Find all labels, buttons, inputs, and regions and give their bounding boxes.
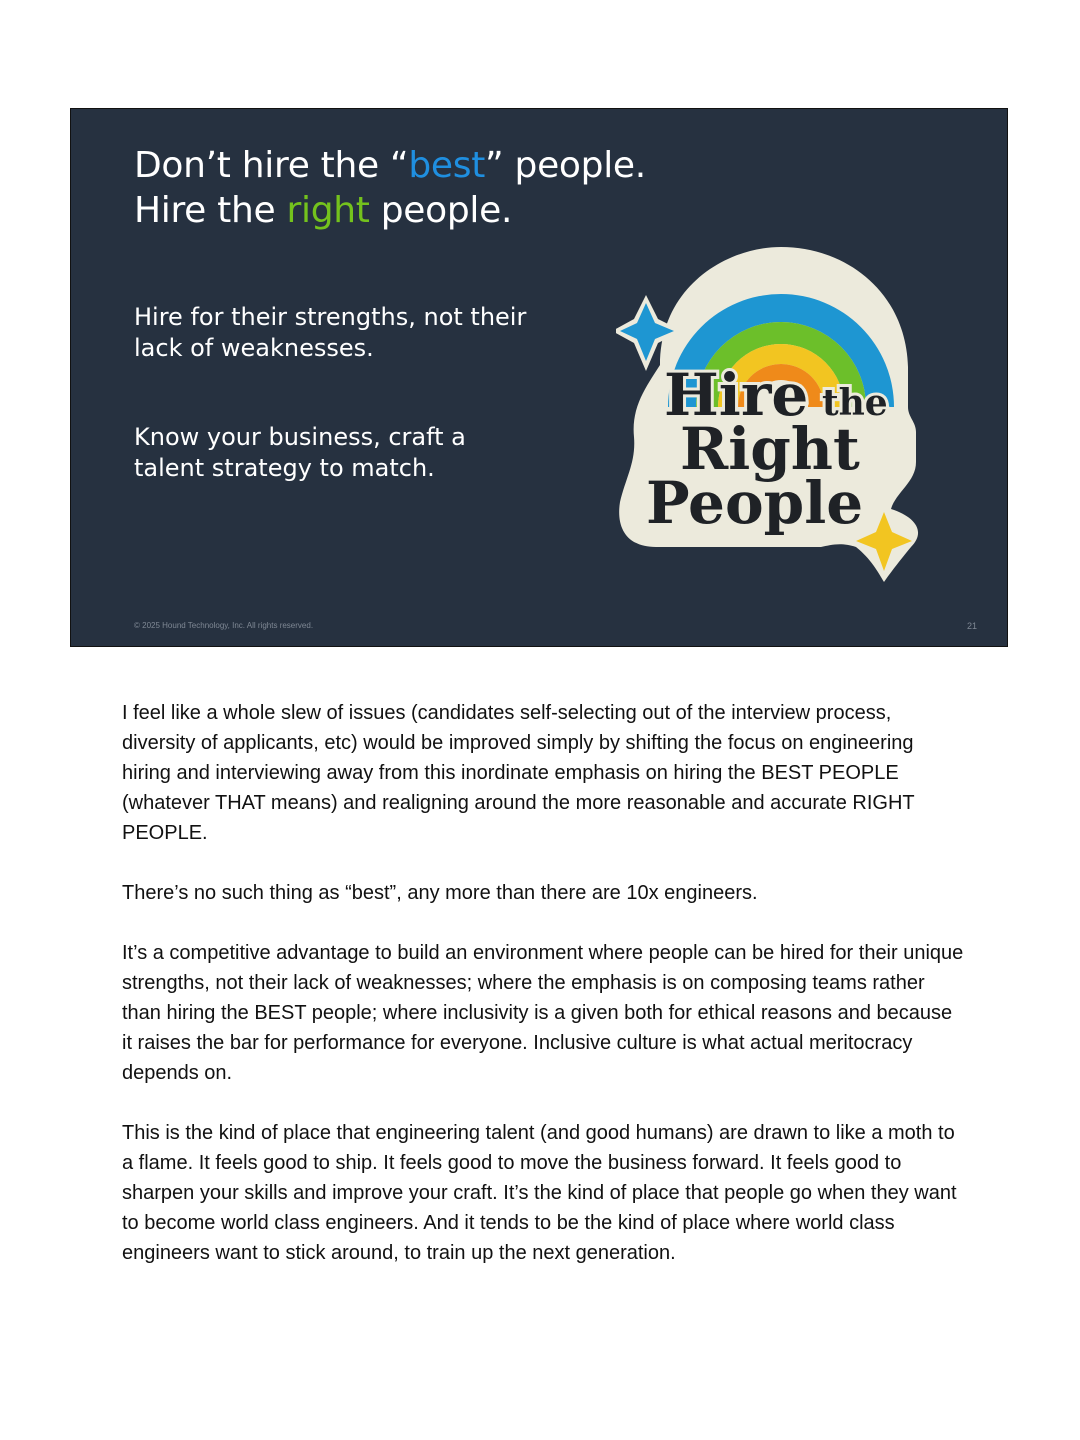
sticker-word-the: the: [822, 382, 888, 424]
slide-point-strategy: Know your business, craft a talent strategy to match.: [134, 423, 466, 482]
headline-line-2: Hire the right people.: [134, 190, 513, 231]
slide: [70, 108, 1008, 647]
slide-copyright: © 2025 Hound Technology, Inc. All rights reserved.: [134, 621, 314, 630]
headline-accent-right: right: [286, 190, 370, 231]
sticker-word-people: People: [646, 469, 864, 537]
notes-paragraph: I feel like a whole slew of issues (candidates self-selecting out of the interview process, diversity of applicants, etc) would be improved simply by shifting the focus on engineering hiring and interviewing away from this inordinate emphasis on hiring the BEST PEOPLE (whatever THAT means) and realigning around the more reasonable and accurate RIGHT PEOPLE.: [122, 702, 915, 844]
headline-accent-best: best: [408, 145, 486, 186]
speaker-notes: [122, 698, 967, 1298]
hire-the-right-people-sticker: [616, 247, 926, 587]
slide-number: 21: [966, 621, 977, 631]
sticker-word-hire: Hire: [664, 361, 809, 429]
slide-point-strengths: Hire for their strengths, not their lack of weaknesses.: [134, 303, 527, 362]
slide-headline: [134, 143, 646, 233]
sticker-word-right: Right: [680, 415, 860, 483]
notes-paragraph: It’s a competitive advantage to build an environment where people can be hired for their unique strengths, not their lack of weaknesses; where the emphasis is on composing teams rather than hiring the BEST people; where inclusivity is a given both for ethical reasons and because it raises the bar for performance for everyone. Inclusive culture is what actual meritocracy depends on.: [122, 942, 964, 1084]
notes-paragraph: There’s no such thing as “best”, any more than there are 10x engineers.: [122, 882, 758, 904]
notes-paragraph: This is the kind of place that engineering talent (and good humans) are drawn to like a moth to a flame. It feels good to ship. It feels good to move the business forward. It feels good to sharpen your skills and improve your craft. It’s the kind of place that people go when they want to become world class engineers. And it tends to be the kind of place where world class engineers want to stick around, to train up the next generation.: [122, 1122, 957, 1264]
headline-line-1: Don’t hire the “best” people.: [134, 145, 646, 186]
